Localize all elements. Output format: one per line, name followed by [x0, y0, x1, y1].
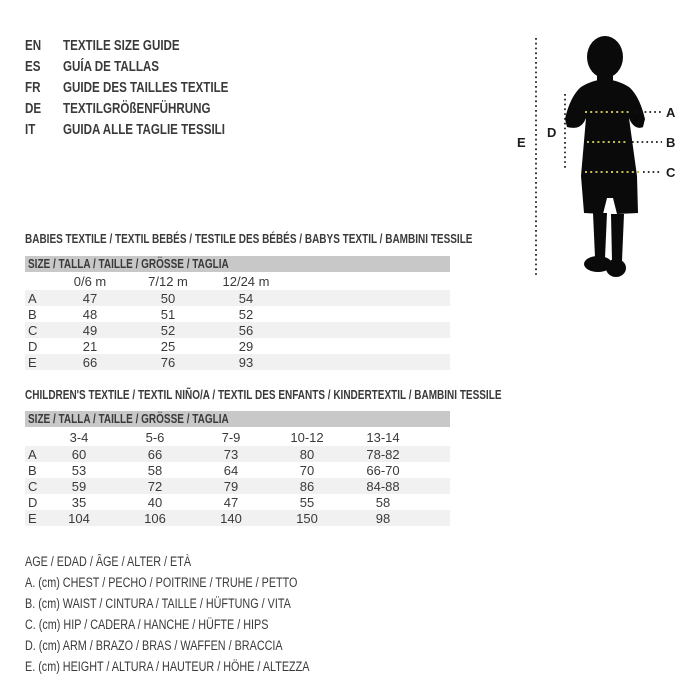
children-table-title: CHILDREN'S TEXTILE / TEXTIL NIÑO/A / TEXTIL DES ENFANTS / KINDERTEXTIL / BAMBINI TESSILE	[25, 388, 502, 402]
language-code: EN	[25, 37, 42, 54]
language-row-es	[25, 56, 270, 77]
table-row-a: A 60 66 73 80 78-82	[25, 446, 450, 462]
table-row-d: D 35 40 47 55 58	[28, 494, 391, 510]
language-row-fr	[25, 77, 270, 98]
language-title: GUÍA DE TALLAS	[63, 58, 160, 75]
table-row-b: B 48 51 52	[28, 306, 254, 322]
column-header: 12/24 m	[222, 274, 270, 289]
babies-table	[25, 273, 450, 370]
table-row-c: C 59 72 79 86 84-88	[25, 478, 450, 494]
label-b: B	[666, 135, 676, 150]
language-row-it	[25, 119, 270, 140]
language-code: FR	[25, 79, 41, 96]
label-e: E	[517, 135, 526, 150]
language-list	[25, 35, 270, 140]
child-silhouette-figure	[505, 30, 690, 290]
children-size-header-bar: SIZE / TALLA / TAILLE / GRÖSSE / TAGLIA	[25, 411, 450, 427]
column-header: 7-9	[221, 429, 241, 445]
measurement-legend	[25, 551, 381, 677]
table-row-b: B 53 58 64 70 66-70	[28, 462, 400, 478]
language-row-de	[25, 98, 270, 119]
language-row-en	[25, 35, 270, 56]
language-code: ES	[25, 58, 41, 75]
table-row-d: D 21 25 29	[28, 338, 254, 354]
language-code: IT	[25, 121, 36, 138]
label-d: D	[547, 125, 557, 140]
legend-age: AGE / EDAD / ÂGE / ALTER / ETÀ	[25, 554, 192, 569]
column-header: 0/6 m	[73, 274, 107, 289]
legend-chest: A. (cm) CHEST / PECHO / POITRINE / TRUHE / PETTO	[25, 575, 298, 590]
table-row-c: C 49 52 56	[25, 322, 450, 338]
column-header: 5-6	[145, 429, 165, 445]
language-code: DE	[25, 100, 42, 117]
language-title: GUIDA ALLE TAGLIE TESSILI	[63, 121, 225, 138]
legend-arm: D. (cm) ARM / BRAZO / BRAS / WAFFEN / BRACCIA	[25, 638, 283, 653]
table-row-e: E 66 76 93	[25, 354, 450, 370]
label-c: C	[666, 165, 676, 180]
legend-hip: C. (cm) HIP / CADERA / HANCHE / HÜFTE / HIPS	[25, 617, 269, 632]
babies-table-title: BABIES TEXTILE / TEXTIL BEBÉS / TESTILE DES BÉBÉS / BABYS TEXTIL / BAMBINI TESSILE	[25, 232, 473, 246]
column-header: 3-4	[69, 429, 89, 445]
children-table	[25, 428, 450, 526]
label-a: A	[666, 105, 676, 120]
babies-size-header-bar: SIZE / TALLA / TAILLE / GRÖSSE / TAGLIA	[25, 256, 450, 272]
babies-column-headers	[25, 273, 450, 290]
children-column-headers	[25, 428, 450, 446]
legend-waist: B. (cm) WAIST / CINTURA / TAILLE / HÜFTUNG / VITA	[25, 596, 291, 611]
column-header: 10-12	[290, 429, 324, 445]
language-title: TEXTILGRÖßENFÜHRUNG	[63, 100, 211, 117]
language-title: TEXTILE SIZE GUIDE	[63, 37, 180, 54]
table-row-e: E 104 106 140 150 98	[25, 510, 450, 526]
column-header: 13-14	[366, 429, 400, 445]
legend-height: E. (cm) HEIGHT / ALTURA / HAUTEUR / HÖHE / ALTEZZA	[25, 659, 310, 674]
language-title: GUIDE DES TAILLES TEXTILE	[63, 79, 229, 96]
table-row-a: A 47 50 54	[25, 290, 450, 306]
column-header: 7/12 m	[148, 274, 188, 289]
